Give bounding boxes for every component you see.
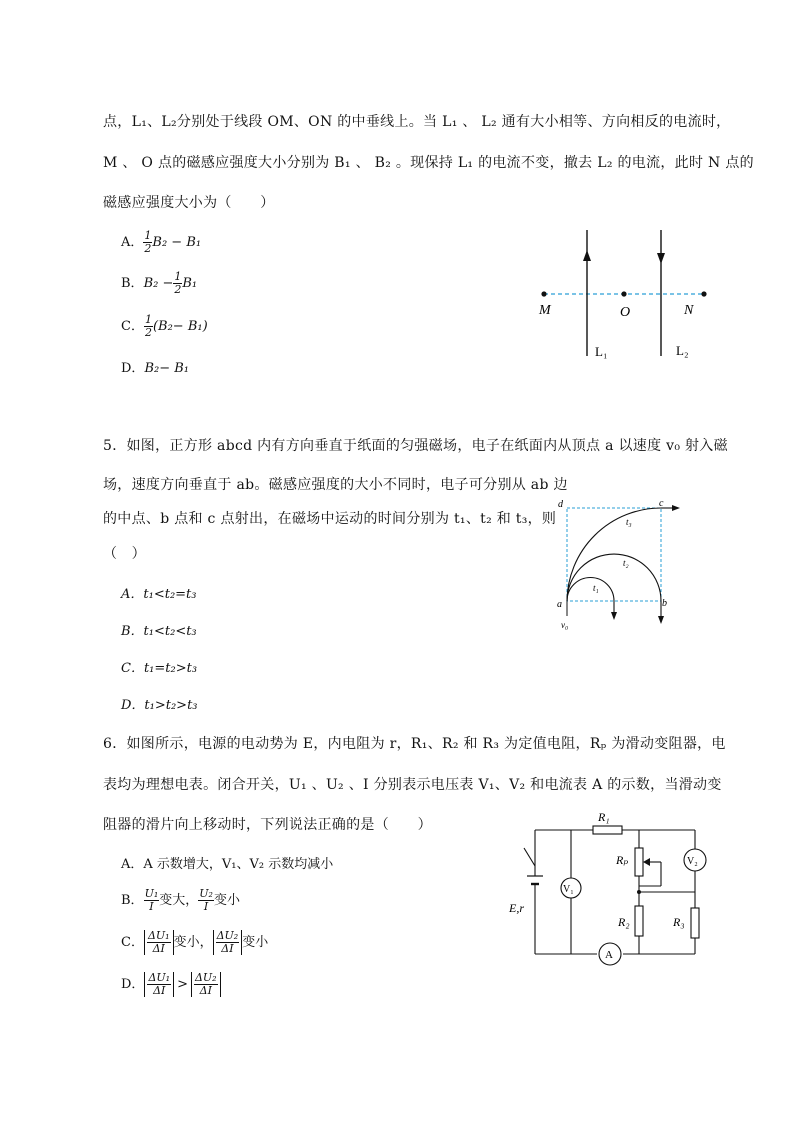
label-b: b (662, 598, 667, 609)
t3-exit-arrow-icon (672, 505, 680, 511)
q6-option-c[interactable]: C． $\frac{\text{ΔU₁}}{\Delta I}$ 变小， $\frac{\text{ΔU₂}}{\Delta I}$ 变小 (121, 929, 269, 955)
q6-option-d[interactable]: D． $\frac{\text{ΔU₁}}{\Delta I}$ > $\frac{\text{ΔU₂}}{\Delta I}$ (121, 972, 221, 997)
q6-text-line1: 6．如图所示，电源的电动势为 E，内电阻为 r，R₁、R₂ 和 R₃ 为定值电阻，Rₚ 为滑动变阻器，电 (103, 736, 726, 752)
q4-text-line1: 点，L₁、L₂分别处于线段 OM、ON 的中垂线上。当 L₁ 、 L₂ 通有大小相等、方向相反的电流时， (103, 114, 731, 130)
resistor-r1 (593, 826, 622, 834)
q5-text-line1: 5．如图，正方形 abcd 内有方向垂直于纸面的匀强磁场，电子在纸面内从顶点 a 以速度 v₀ 射入磁 (103, 438, 728, 454)
label-r3: R₃ (673, 915, 685, 929)
label-o: O (620, 305, 631, 320)
t1-exit-arrow-icon (611, 612, 617, 620)
q5-option-b[interactable]: B．t₁<t₂<t₃ (121, 624, 197, 639)
half-fraction: $\frac{1}{2}$ (144, 313, 152, 339)
label-d: d (558, 499, 563, 510)
half-fraction: $\frac{1}{2}$ (144, 229, 152, 255)
q4-option-b[interactable]: B．B₂ − $\frac{1}{2}$ B₁ (121, 270, 198, 296)
label-er: E,r (509, 901, 524, 915)
label-v2: V₂ (687, 856, 698, 867)
q4-option-d[interactable]: D．B₂− B₁ (121, 361, 189, 376)
rheostat-rp (635, 848, 643, 876)
slider-arrow-icon (643, 858, 650, 866)
q5-text-line2: 场，速度方向垂直于 ab。磁感应强度的大小不同时，电子可分别从 ab 边 (103, 477, 568, 493)
label-n: N (684, 303, 694, 318)
q4-text-line3: 磁感应强度大小为（ ） (103, 195, 275, 211)
point-o (621, 291, 626, 296)
label-r1: R₁ (598, 810, 610, 824)
label-t2: t₂ (623, 558, 629, 568)
q5-option-a[interactable]: A．t₁<t₂=t₃ (121, 587, 197, 602)
label-c: c (659, 498, 664, 509)
t2-exit-arrow-icon (658, 616, 664, 624)
q5-text-line4: （ ） (103, 546, 146, 562)
l2-down-arrow-icon (657, 253, 665, 264)
label-m: M (539, 303, 551, 318)
resistor-r2 (635, 906, 643, 936)
trajectory-t2 (567, 554, 661, 601)
label-a: a (557, 599, 562, 610)
q6-text-line3: 阻器的滑片向上移动时，下列说法正确的是（ ） (103, 817, 432, 833)
q4-option-a[interactable]: A． $\frac{1}{2}$ B₂ − B₁ (121, 229, 202, 255)
q5-option-c[interactable]: C．t₁=t₂>t₃ (121, 661, 198, 676)
l1-up-arrow-icon (583, 250, 591, 261)
q4-wires-figure (530, 228, 720, 368)
q6-option-b[interactable]: B． $\frac{\text{U₁}}{I}$ 变大， $\frac{\text{U₂}}{I}$ 变小 (121, 887, 240, 913)
label-a: A (605, 949, 613, 961)
label-v1: V₁ (563, 884, 574, 895)
label-l1: L₁ (595, 344, 608, 359)
q6-text-line2: 表均为理想电表。闭合开关，U₁ 、U₂ 、I 分别表示电压表 V₁、V₂ 和电流表 A 的示数，当滑动变 (103, 777, 722, 793)
label-t3: t₃ (626, 517, 632, 527)
label-v0: v₀ (561, 620, 569, 630)
q4-option-c[interactable]: C． $\frac{1}{2}$ (B₂− B₁) (121, 313, 208, 339)
q5-square-field-figure (552, 496, 692, 634)
q6-option-a[interactable]: A．A 示数增大，V₁、V₂ 示数均减小 (121, 857, 334, 872)
q6-circuit-figure (505, 806, 715, 971)
label-l2: L₂ (676, 343, 689, 358)
label-r2: R₂ (618, 915, 630, 929)
label-t1: t₁ (593, 583, 599, 593)
trajectory-t1 (567, 578, 614, 602)
q4-text-line2: M 、 O 点的磁感应强度大小分别为 B₁ 、 B₂ 。现保持 L₁ 的电流不变，撤去 L₂ 的电流，此时 N 点的 (103, 155, 754, 171)
q5-option-d[interactable]: D．t₁>t₂>t₃ (121, 698, 198, 713)
label-rp: Rₚ (616, 853, 629, 867)
point-m (541, 291, 546, 296)
q5-text-line3: 的中点、b 点和 c 点射出，在磁场中运动的时间分别为 t₁、t₂ 和 t₃，则 (103, 511, 557, 527)
resistor-r3 (691, 908, 699, 938)
half-fraction: $\frac{1}{2}$ (174, 270, 182, 296)
point-n (701, 291, 706, 296)
